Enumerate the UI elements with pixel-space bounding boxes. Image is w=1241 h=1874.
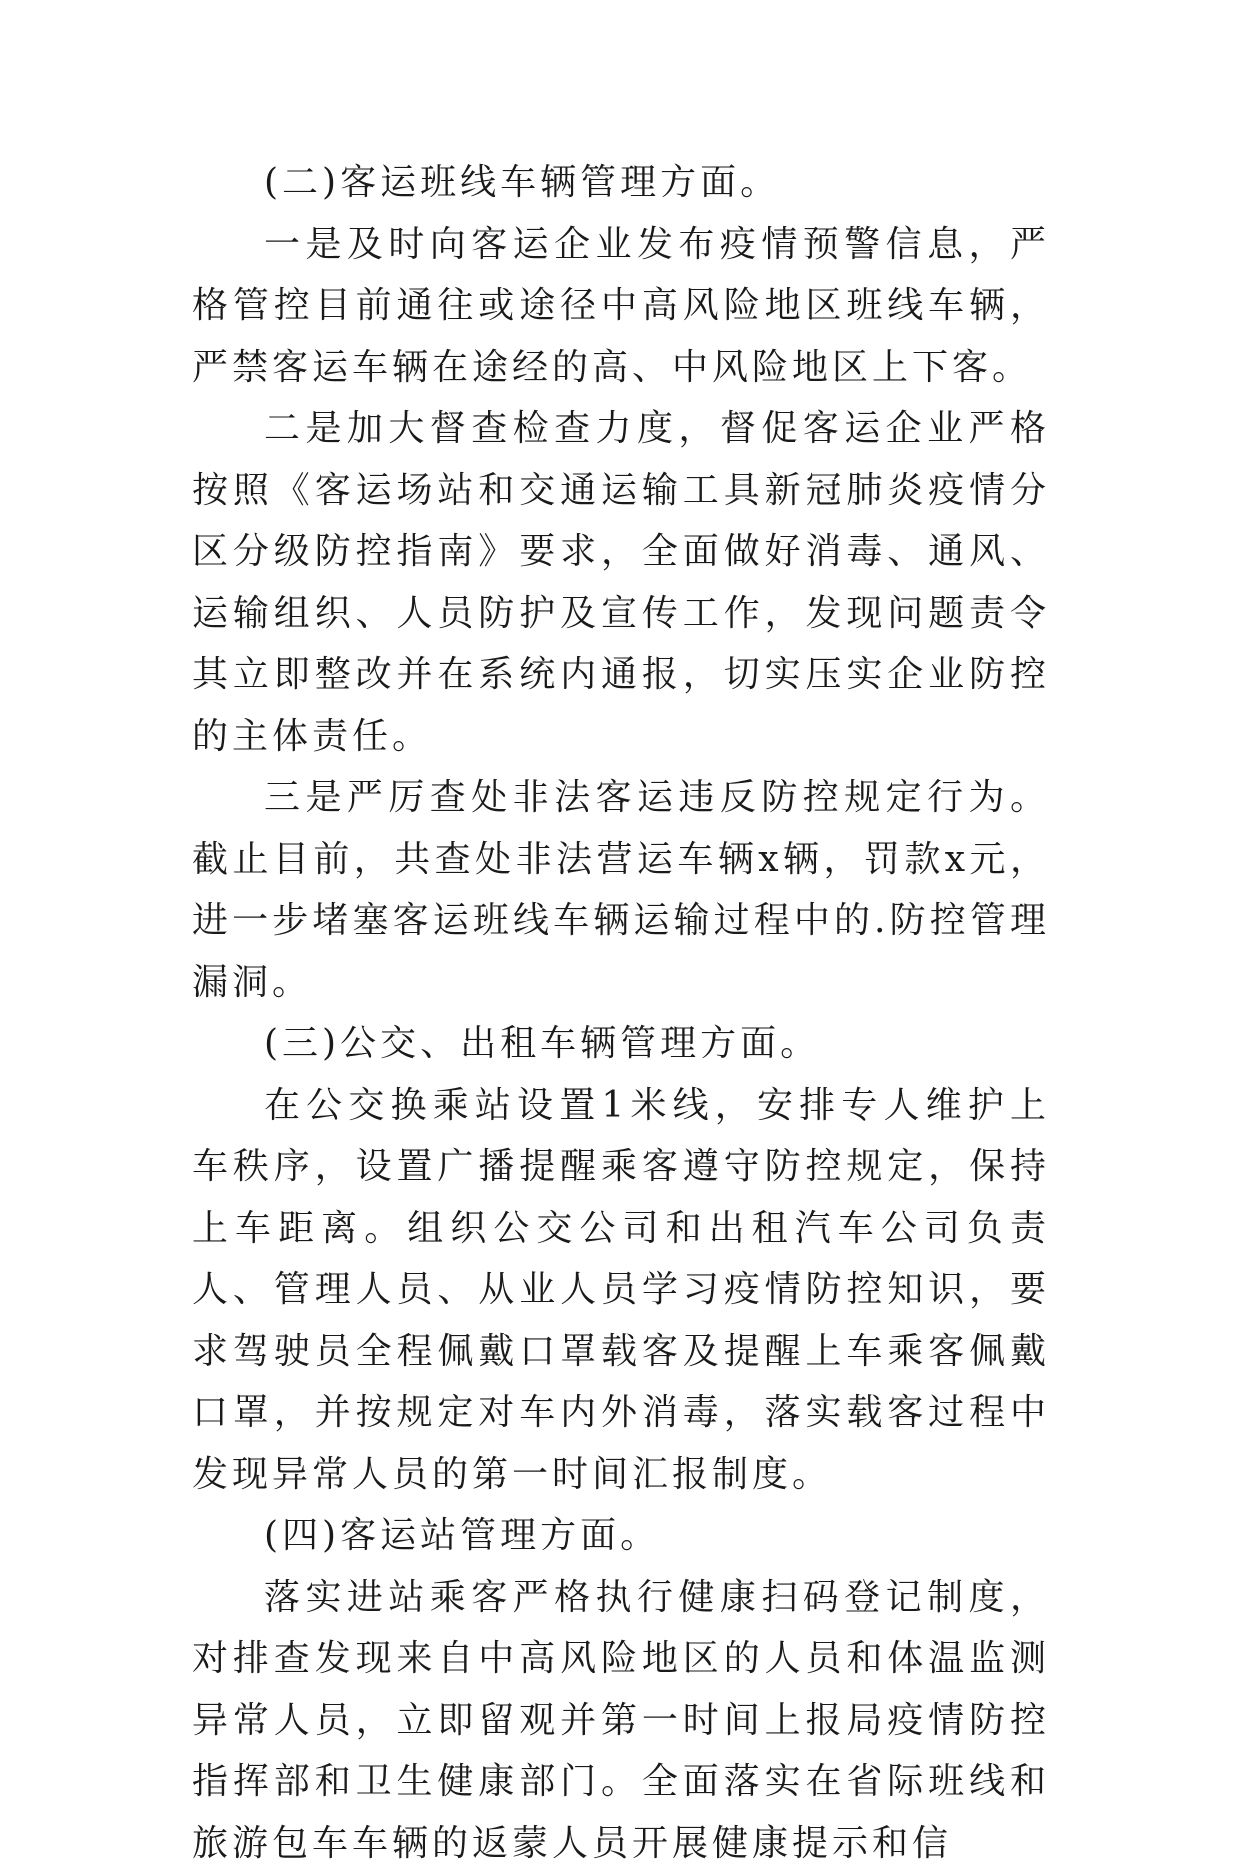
paragraph-1: 一是及时向客运企业发布疫情预警信息，严格管控目前通往或途径中高风险地区班线车辆，严禁客运车辆在途经的高、中风险地区上下客。 <box>192 214 1050 399</box>
paragraph-5: 落实进站乘客严格执行健康扫码登记制度，对排查发现来自中高风险地区的人员和体温监测异常人员，立即留观并第一时间上报局疫情防控指挥部和卫生健康部门。全面落实在省际班线和旅游包车车辆的返蒙人员开展健康提示和信 <box>192 1567 1050 1874</box>
paragraph-4: 在公交换乘站设置1米线，安排专人维护上车秩序，设置广播提醒乘客遵守防控规定，保持上车距离。组织公交公司和出租汽车公司负责人、管理人员、从业人员学习疫情防控知识，要求驾驶员全程佩戴口罩载客及提醒上车乘客佩戴口罩，并按规定对车内外消毒，落实载客过程中发现异常人员的第一时间汇报制度。 <box>192 1075 1050 1506</box>
section-heading-3: (三)公交、出租车辆管理方面。 <box>192 1013 1050 1075</box>
paragraph-2: 二是加大督查检查力度，督促客运企业严格按照《客运场站和交通运输工具新冠肺炎疫情分区分级防控指南》要求，全面做好消毒、通风、运输组织、人员防护及宣传工作，发现问题责令其立即整改并在系统内通报，切实压实企业防控的主体责任。 <box>192 398 1050 767</box>
document-body <box>192 152 1050 1874</box>
section-heading-4: (四)客运站管理方面。 <box>192 1505 1050 1567</box>
section-heading-2: (二)客运班线车辆管理方面。 <box>192 152 1050 214</box>
paragraph-3: 三是严厉查处非法客运违反防控规定行为。截止目前，共查处非法营运车辆x辆，罚款x元，进一步堵塞客运班线车辆运输过程中的.防控管理漏洞。 <box>192 767 1050 1013</box>
